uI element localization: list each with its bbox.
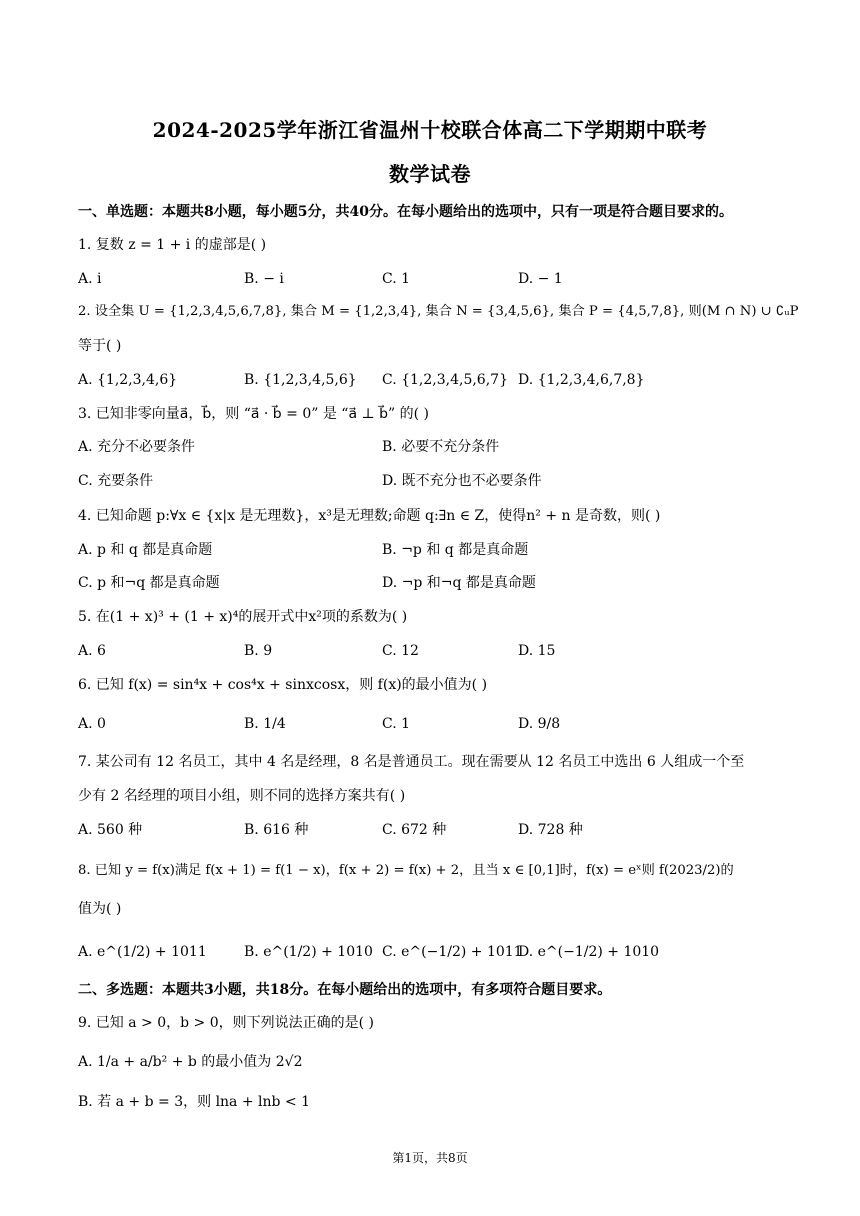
question-1-option-d: D. − 1 bbox=[518, 271, 563, 287]
question-1-option-b: B. − i bbox=[244, 271, 284, 287]
question-2-stem: 2. 设全集 U = {1,2,3,4,5,6,7,8}, 集合 M = {1,2,3,4}, 集合 N = {3,4,5,6}, 集合 P = {4,5,7,8}, 则(M ∩ N) ∪ ∁ᵤP bbox=[78, 304, 799, 319]
question-2-option-d: D. {1,2,3,4,6,7,8} bbox=[518, 372, 645, 388]
question-1-option-a: A. i bbox=[78, 271, 102, 287]
question-5-option-d: D. 15 bbox=[518, 643, 556, 659]
question-4-stem: 4. 已知命题 p:∀x ∈ {x|x 是无理数}，x³是无理数;命题 q:∃n ∈ Z，使得n² + n 是奇数，则( ) bbox=[78, 508, 661, 524]
question-5-stem: 5. 在(1 + x)³ + (1 + x)⁴的展开式中x²项的系数为( ) bbox=[78, 609, 408, 625]
question-8-option-a: A. e^(1/2) + 1011 bbox=[78, 944, 207, 960]
question-3-stem: 3. 已知非零向量a⃗，b⃗，则 “a⃗ · b⃗ = 0” 是 “a⃗ ⊥ b⃗” 的( ) bbox=[78, 406, 429, 422]
question-8-stem: 8. 已知 y = f(x)满足 f(x + 1) = f(1 − x)，f(x + 2) = f(x) + 2，且当 x ∈ [0,1]时，f(x) = eˣ则 f(2023/2)的 bbox=[78, 863, 734, 878]
question-2-option-b: B. {1,2,3,4,5,6} bbox=[244, 372, 357, 388]
question-6-option-c: C. 1 bbox=[382, 716, 411, 732]
question-3-option-d: D. 既不充分也不必要条件 bbox=[382, 473, 542, 489]
question-5-option-c: C. 12 bbox=[382, 643, 419, 659]
question-7-option-c: C. 672 种 bbox=[382, 822, 447, 838]
question-6-stem: 6. 已知 f(x) = sin⁴x + cos⁴x + sinxcosx，则 f(x)的最小值为( ) bbox=[78, 677, 488, 693]
question-3-option-b: B. 必要不充分条件 bbox=[382, 439, 500, 455]
question-1-stem: 1. 复数 z = 1 + i 的虚部是( ) bbox=[78, 237, 267, 253]
question-4-option-b: B. ¬p 和 q 都是真命题 bbox=[382, 542, 529, 558]
question-8-option-c: C. e^(−1/2) + 1011 bbox=[382, 944, 523, 960]
question-6-option-b: B. 1/4 bbox=[244, 716, 286, 732]
question-3-option-c: C. 充要条件 bbox=[78, 473, 154, 489]
question-2-option-a: A. {1,2,3,4,6} bbox=[78, 372, 178, 388]
page-footer: 第1页，共8页 bbox=[392, 1151, 468, 1165]
question-5-option-a: A. 6 bbox=[78, 643, 106, 659]
question-6-option-d: D. 9/8 bbox=[518, 716, 561, 732]
question-7-stem-continued: 少有 2 名经理的项目小组，则不同的选择方案共有( ) bbox=[78, 788, 406, 804]
question-7-option-a: A. 560 种 bbox=[78, 822, 143, 838]
question-9-stem: 9. 已知 a > 0，b > 0，则下列说法正确的是( ) bbox=[78, 1015, 375, 1031]
question-7-stem: 7. 某公司有 12 名员工，其中 4 名是经理，8 名是普通员工。现在需要从 12 名员工中选出 6 人组成一个至 bbox=[78, 754, 745, 770]
question-4-option-a: A. p 和 q 都是真命题 bbox=[78, 542, 213, 558]
section-heading-single-choice: 一、单选题：本题共8小题，每小题5分，共40分。在每小题给出的选项中，只有一项是符合题目要求的。 bbox=[78, 204, 733, 220]
question-8-option-d: D. e^(−1/2) + 1010 bbox=[518, 944, 660, 960]
question-7-option-b: B. 616 种 bbox=[244, 822, 309, 838]
question-2-option-c: C. {1,2,3,4,5,6,7} bbox=[382, 372, 508, 388]
question-4-option-d: D. ¬p 和¬q 都是真命题 bbox=[382, 575, 536, 591]
question-6-option-a: A. 0 bbox=[78, 716, 106, 732]
section-heading-multiple-choice: 二、多选题：本题共3小题，共18分。在每小题给出的选项中，有多项符合题目要求。 bbox=[78, 982, 612, 998]
question-9-option-a: A. 1/a + a/b² + b 的最小值为 2√2 bbox=[78, 1054, 303, 1070]
question-5-option-b: B. 9 bbox=[244, 643, 273, 659]
question-9-option-b: B. 若 a + b = 3，则 lna + lnb < 1 bbox=[78, 1094, 311, 1110]
question-4-option-c: C. p 和¬q 都是真命题 bbox=[78, 575, 220, 591]
question-7-option-d: D. 728 种 bbox=[518, 822, 583, 838]
exam-subtitle: 数学试卷 bbox=[389, 162, 471, 186]
exam-title: 2024-2025学年浙江省温州十校联合体高二下学期期中联考 bbox=[152, 118, 708, 142]
question-2-stem-continued: 等于( ) bbox=[78, 338, 122, 354]
question-1-option-c: C. 1 bbox=[382, 271, 411, 287]
question-8-stem-continued: 值为( ) bbox=[78, 901, 122, 917]
question-8-option-b: B. e^(1/2) + 1010 bbox=[244, 944, 373, 960]
question-3-option-a: A. 充分不必要条件 bbox=[78, 439, 196, 455]
